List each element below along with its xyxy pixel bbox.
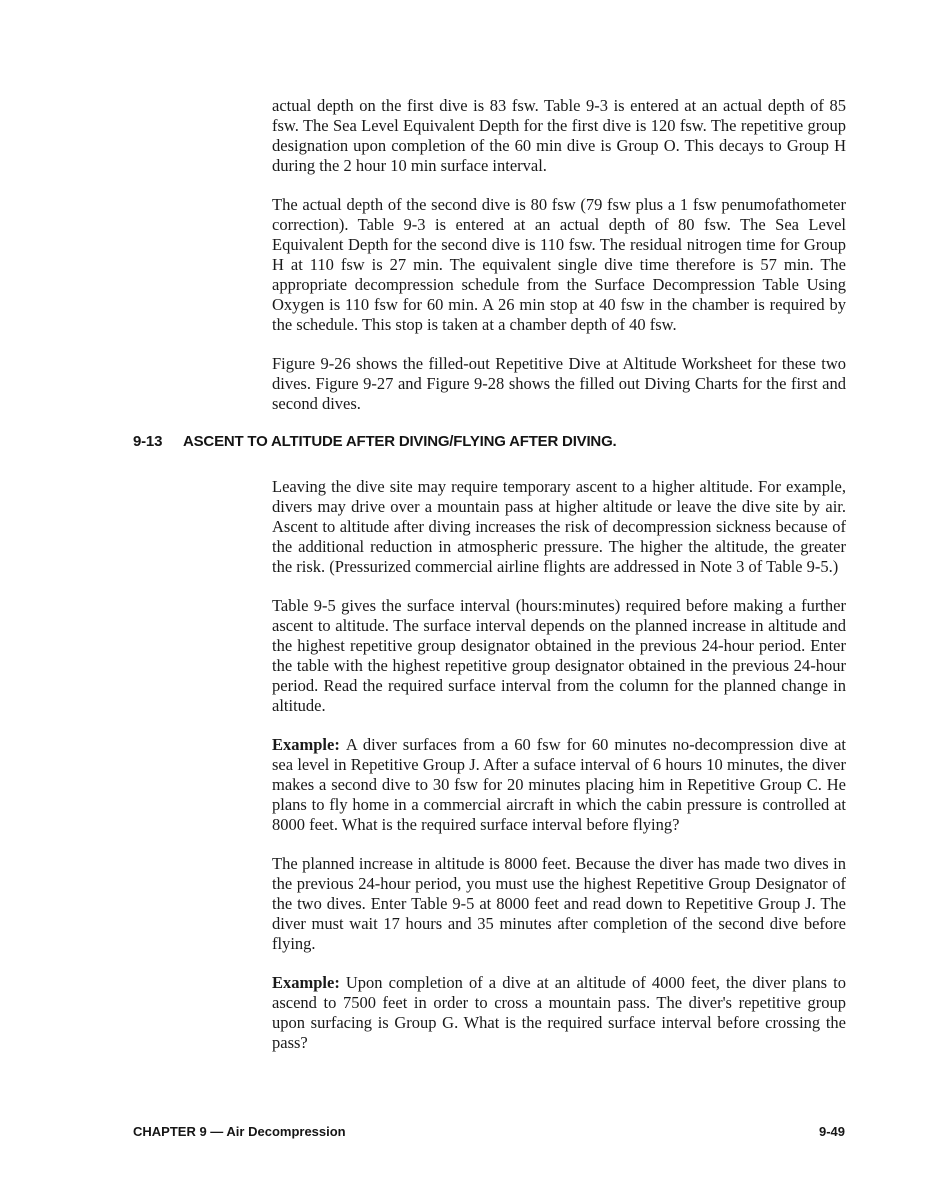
paragraph-example-flying <box>272 735 846 835</box>
example-label: Example: <box>272 973 340 992</box>
example-text: A diver surfaces from a 60 fsw for 60 minutes no-decompression dive at sea level in Repetitive Group J. After a suface interval of 6 hours 10 minutes, the diver makes a second dive to 30 fsw for 20 minutes placing him in Repetitive Group C. He plans to fly home in a commercial aircraft in which the cabin pressure is controlled at 8000 feet. What is the required surface interval before flying? <box>272 735 846 834</box>
footer-chapter-title: CHAPTER 9 — Air Decompression <box>133 1124 346 1139</box>
paragraph-example-mountain-pass <box>272 973 846 1053</box>
paragraph-figure-references: Figure 9-26 shows the filled-out Repetitive Dive at Altitude Worksheet for these two dives. Figure 9-27 and Figure 9-28 shows the filled out Diving Charts for the first and second dives. <box>272 354 846 413</box>
section-heading <box>133 433 846 451</box>
footer-page-number: 9-49 <box>818 1124 845 1139</box>
paragraph-ascent-risk: Leaving the dive site may require temporary ascent to a higher altitude. For example, divers may drive over a mountain pass at higher altitude or leave the dive site by air. Ascent to altitude after diving increases the risk of decompression sickness because of the additional reduction in atmospheric pressure. The higher the altitude, the greater the risk. (Pressurized commercial airline flights are addressed in Note 3 of Table 9-5.) <box>272 477 846 576</box>
example-text: Upon completion of a dive at an altitude of 4000 feet, the diver plans to ascend to 7500 feet in order to cross a mountain pass. The diver's repetitive group upon surfacing is Group G. What is the required surface interval before crossing the pass? <box>272 973 846 1052</box>
paragraph-example-flying-answer: The planned increase in altitude is 8000 feet. Because the diver has made two dives in the previous 24-hour period, you must use the highest Repetitive Group Designator of the two dives. Enter Table 9-5 at 8000 feet and read down to Repetitive Group J. The diver must wait 17 hours and 35 minutes after completion of the second dive before flying. <box>272 854 846 953</box>
section-number: 9-13 <box>133 433 163 450</box>
paragraph-dive2-calculation: The actual depth of the second dive is 80 fsw (79 fsw plus a 1 fsw penumofathometer correction). Table 9-3 is entered at an actual depth of 80 fsw. The Sea Level Equivalent Depth for the second dive is 110 fsw. The residual nitrogen time for Group H at 110 fsw is 27 min. The equivalent single dive time therefore is 57 min. The appropriate decompression schedule from the Surface Decompression Table Using Oxygen is 110 fsw for 60 min. A 26 min stop at 40 fsw in the chamber is required by the schedule. This stop is taken at a chamber depth of 40 fsw. <box>272 195 846 334</box>
paragraph-table-9-5-usage: Table 9-5 gives the surface interval (hours:minutes) required before making a further ascent to altitude. The surface interval depends on the planned increase in altitude and the highest repetitive group designator obtained in the previous 24-hour period. Enter the table with the highest repetitive group designator obtained in the previous 24-hour period. Read the required surface interval from the column for the planned change in altitude. <box>272 596 846 715</box>
paragraph-dive1-continuation: actual depth on the first dive is 83 fsw. Table 9-3 is entered at an actual depth of 85 fsw. The Sea Level Equivalent Depth for the first dive is 120 fsw. The repetitive group designation upon completion of the 60 min dive is Group O. This decays to Group H during the 2 hour 10 min surface interval. <box>272 96 846 175</box>
section-title: ASCENT TO ALTITUDE AFTER DIVING/FLYING AFTER DIVING. <box>183 433 617 450</box>
example-label: Example: <box>272 735 340 754</box>
page-body-text <box>133 96 846 1072</box>
page-footer <box>133 1124 845 1139</box>
